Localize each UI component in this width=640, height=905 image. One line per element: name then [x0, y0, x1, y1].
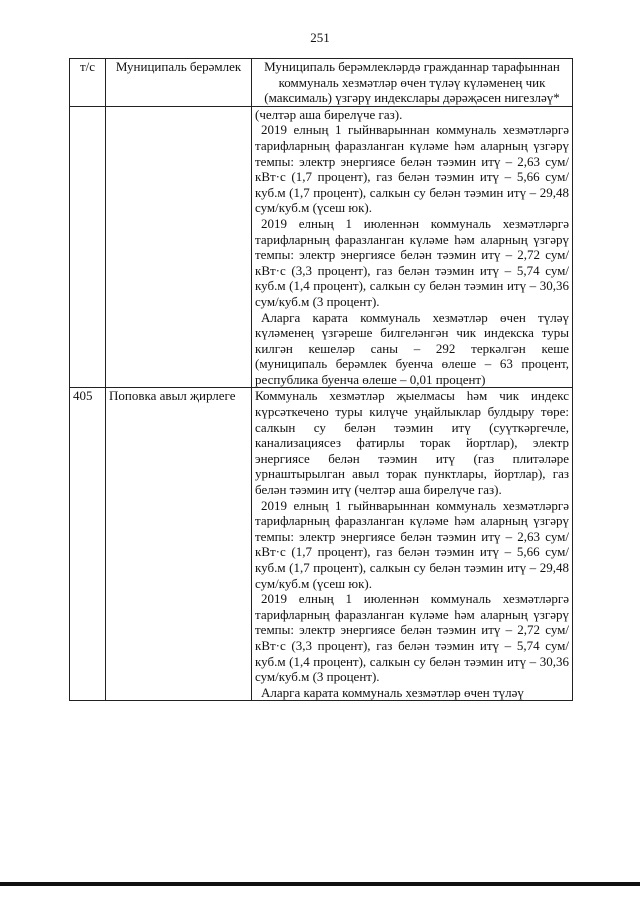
- row-num: [70, 106, 106, 388]
- table-row: [70, 388, 573, 701]
- header-num: т/с: [70, 59, 106, 107]
- basis-paragraph: 2019 елның 1 гыйнварыннан коммуналь хезмәтләргә тарифларның фаразланган күләме һәм аларның үзгәрү темпы: электр энергиясе белән тәэмин итү – 2,63 сум/кВт·с (1,7 процент), газ белән тәэмин итү – 5,66 сум/куб.м (1,7 процент), салкын су белән тәэмин итү – 29,48 сум/куб.м (үсеш юк).: [255, 122, 569, 216]
- header-municipality: Муниципаль берәмлек: [106, 59, 252, 107]
- row-municipality: Поповка авыл җирлеге: [106, 388, 252, 701]
- page-number: 251: [310, 30, 330, 45]
- basis-paragraph: Аларга карата коммуналь хезмәтләр өчен түләү: [261, 684, 524, 700]
- table-row: [70, 106, 573, 388]
- row-basis: [252, 106, 573, 388]
- row-num: 405: [70, 388, 106, 701]
- basis-paragraph: Аларга карата коммуналь хезмәтләр өчен түләү күләменең үзгәреше билгеләнгән чик индекска туры килгән кешеләр саны – 292 теркәлгән кеше (муниципаль берәмлек буенча өлеше – 63 процент, республика буенча өлеше – 0,01 процент): [255, 309, 569, 387]
- header-basis: Муниципаль берәмлекләрдә гражданнар тарафыннан коммуналь хезмәтләр өчен түләү күләменең чик (максималь) үзгәрү индекслары дәрәҗәсен нигезләү*: [252, 59, 573, 107]
- page-bottom-border: [0, 882, 640, 886]
- basis-paragraph: Коммуналь хезмәтләр җыелмасы һәм чик индекс күрсәткечено туры килүче уңайлыклар булдыру төре: салкын су белән тәэмин итү (суүткәргечле, канализациясез фатирлы торак йортлар), электр энергиясе белән тәэмин итү (газ плитәләре урнаштырылган авыл торак пунктлары, йортлар), газ белән тәэмин итү (челтәр аша бирелүче газ).: [255, 388, 569, 498]
- table-header-row: [70, 59, 573, 107]
- basis-paragraph: (челтәр аша бирелүче газ).: [255, 106, 403, 122]
- basis-paragraph: 2019 елның 1 июленнән коммуналь хезмәтләргә тарифларның фаразланган күләме һәм аларның үзгәрү темпы: электр энергиясе белән тәэмин итү – 2,72 сум/кВт·с (3,3 процент), газ белән тәэмин итү – 5,74 сум/куб.м (1,4 процент), салкын су белән тәэмин итү – 30,36 сум/куб.м (3 процент).: [255, 215, 569, 309]
- tariff-table: [69, 58, 573, 701]
- basis-paragraph: 2019 елның 1 гыйнварыннан коммуналь хезмәтләргә тарифларның фаразланган күләме һәм аларның үзгәрү темпы: электр энергиясе белән тәэмин итү – 2,63 сум/кВт·с (1,7 процент), газ белән тәэмин итү – 5,66 сум/куб.м (1,7 процент), салкын су белән тәэмин итү – 29,48 сум/куб.м (үсеш юк).: [255, 497, 569, 591]
- row-municipality: [106, 106, 252, 388]
- row-basis: [252, 388, 573, 701]
- basis-paragraph: 2019 елның 1 июленнән коммуналь хезмәтләргә тарифларның фаразланган күләме һәм аларның үзгәрү темпы: электр энергиясе белән тәэмин итү – 2,72 сум/кВт·с (3,3 процент), газ белән тәэмин итү – 5,74 сум/куб.м (1,4 процент), салкын су белән тәэмин итү – 30,36 сум/куб.м (3 процент).: [255, 591, 569, 685]
